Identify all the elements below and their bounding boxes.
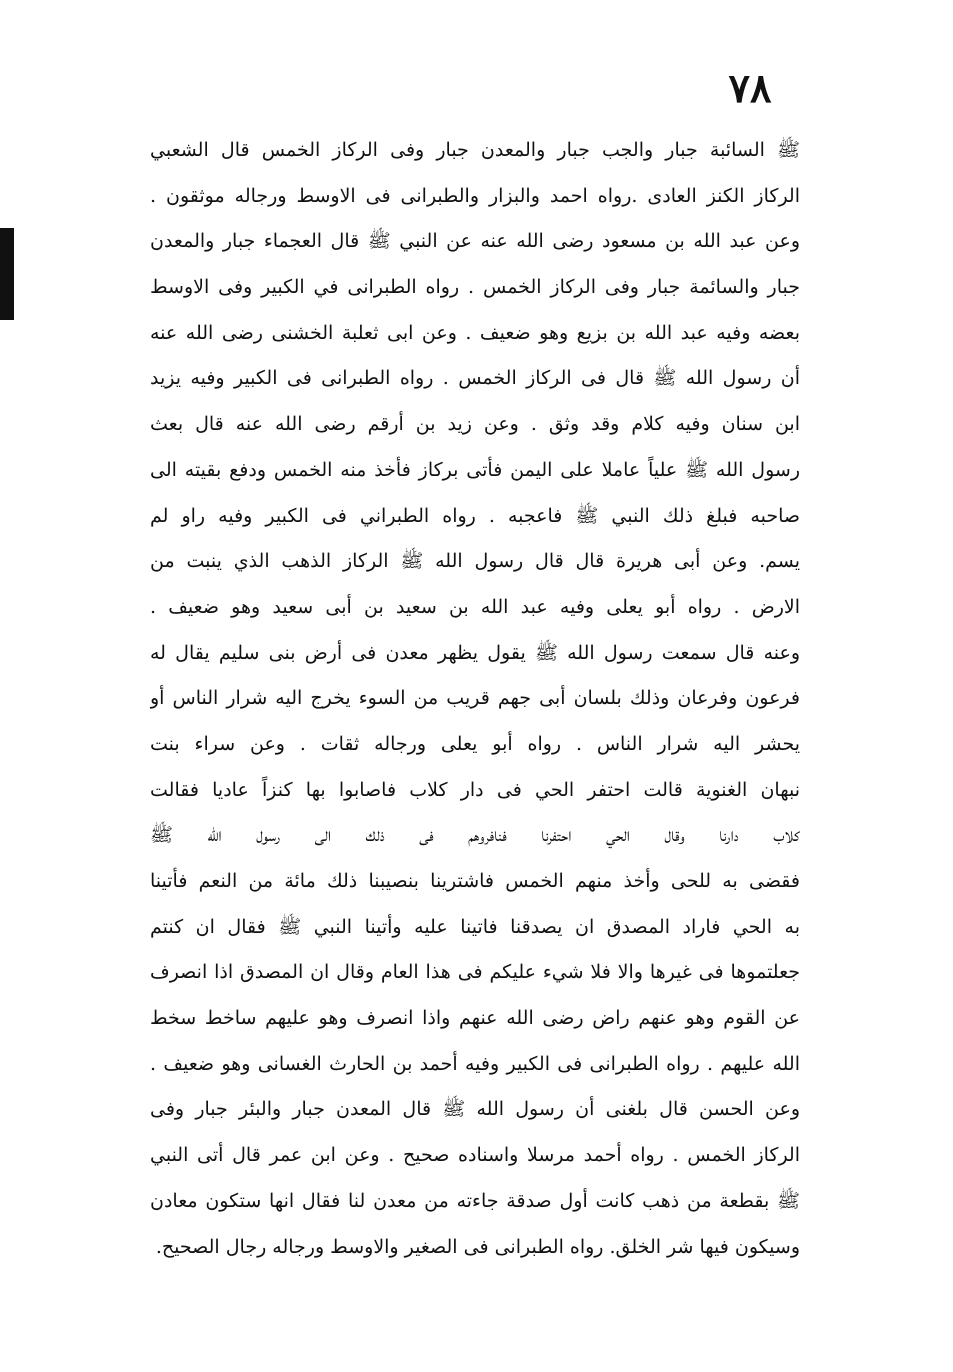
text-line: صاحبه فبلغ ذلك النبي ﷺ فاعجبه . رواه الطبراني فى الكبير وفيه راو لم <box>150 504 800 527</box>
text-line: كلاب دارنا وقال الحي احتفرنا فنافروهم فى ذلك الى رسول الله ﷺ <box>150 824 800 847</box>
text-line: الله عليهم . رواه الطبرانى فى الكبير وفيه أحمد بن الحارث الغسانى وهو ضعيف . <box>150 1052 800 1075</box>
text-line: وعنه قال سمعت رسول الله ﷺ يقول يظهر معدن فى أرض بنى سليم يقال له <box>150 641 800 664</box>
body-text <box>150 128 800 1270</box>
text-line: بعضه وفيه عبد الله بن بزيع وهو ضعيف . وعن ابى ثعلبة الخشنى رضى الله عنه <box>150 321 800 344</box>
scan-edge-mark <box>0 228 14 320</box>
text-line: وعن عبد الله بن مسعود رضى الله عنه عن النبي ﷺ قال العجماء جبار والمعدن <box>150 230 800 253</box>
text-line: فرعون وفرعان وذلك بلسان أبى جهم قريب من السوء يخرج اليه شرار الناس أو <box>150 687 800 710</box>
text-line: وسيكون فيها شر الخلق. رواه الطبرانى فى الصغير والاوسط ورجاله رجال الصحيح. <box>155 1235 800 1258</box>
text-line: يحشر اليه شرار الناس . رواه أبو يعلى ورجاله ثقات . وعن سراء بنت <box>150 732 800 755</box>
text-line: به الحي فاراد المصدق ان يصدقنا فاتينا عليه وأتينا النبي ﷺ فقال ان كنتم <box>150 915 800 938</box>
text-line: ﷺ بقطعة من ذهب كانت أول صدقة جاءته من معدن لنا فقال انها ستكون معادن <box>150 1189 800 1212</box>
text-line: يسم. وعن أبى هريرة قال قال رسول الله ﷺ الركاز الذهب الذي ينبت من <box>150 550 800 573</box>
text-line: الركاز الكنز العادى .رواه احمد والبزار والطبرانى فى الاوسط ورجاله موثقون . <box>150 184 800 207</box>
text-line: الارض . رواه أبو يعلى وفيه عبد الله بن سعيد بن أبى سعيد وهو ضعيف . <box>150 595 800 618</box>
text-line: ﷺ السائبة جبار والجب جبار والمعدن جبار وفى الركاز الخمس قال الشعبي <box>150 139 800 161</box>
text-line: ابن سنان وفيه كلام وقد وثق . وعن زيد بن أرقم رضى الله عنه قال بعث <box>150 413 800 436</box>
text-line: رسول الله ﷺ علياً عاملا على اليمن فأتى بركاز فأخذ منه الخمس ودفع بقيته الى <box>150 458 800 481</box>
text-line: جعلتموها فى غيرها والا فلا شيء عليكم فى هذا العام وقال ان المصدق اذا انصرف <box>150 961 800 984</box>
text-line: أن رسول الله ﷺ قال فى الركاز الخمس . رواه الطبرانى فى الكبير وفيه يزيد <box>150 367 800 390</box>
page-number: ٧٨ <box>728 65 772 112</box>
text-line: جبار والسائمة جبار وفى الركاز الخمس . رواه الطبرانى في الكبير وفى الاوسط <box>150 276 800 299</box>
text-line: فقضى به للحى وأخذ منهم الخمس فاشترينا بنصيبنا ذلك مائة من النعم فأتينا <box>150 870 800 892</box>
text-line: الركاز الخمس . رواه أحمد مرسلا واسناده صحيح . وعن ابن عمر قال أتى النبي <box>150 1144 800 1167</box>
text-line: عن القوم وهو عنهم راض رضى الله عنهم واذا انصرف وهو عليهم ساخط سخط <box>150 1007 800 1030</box>
text-line: نبهان الغنوية قالت احتفر الحي فى دار كلاب فاصابوا بها كنزاً عاديا فقالت <box>150 778 800 801</box>
text-line: وعن الحسن قال بلغنى أن رسول الله ﷺ قال المعدن جبار والبئر جبار وفى <box>150 1098 800 1121</box>
